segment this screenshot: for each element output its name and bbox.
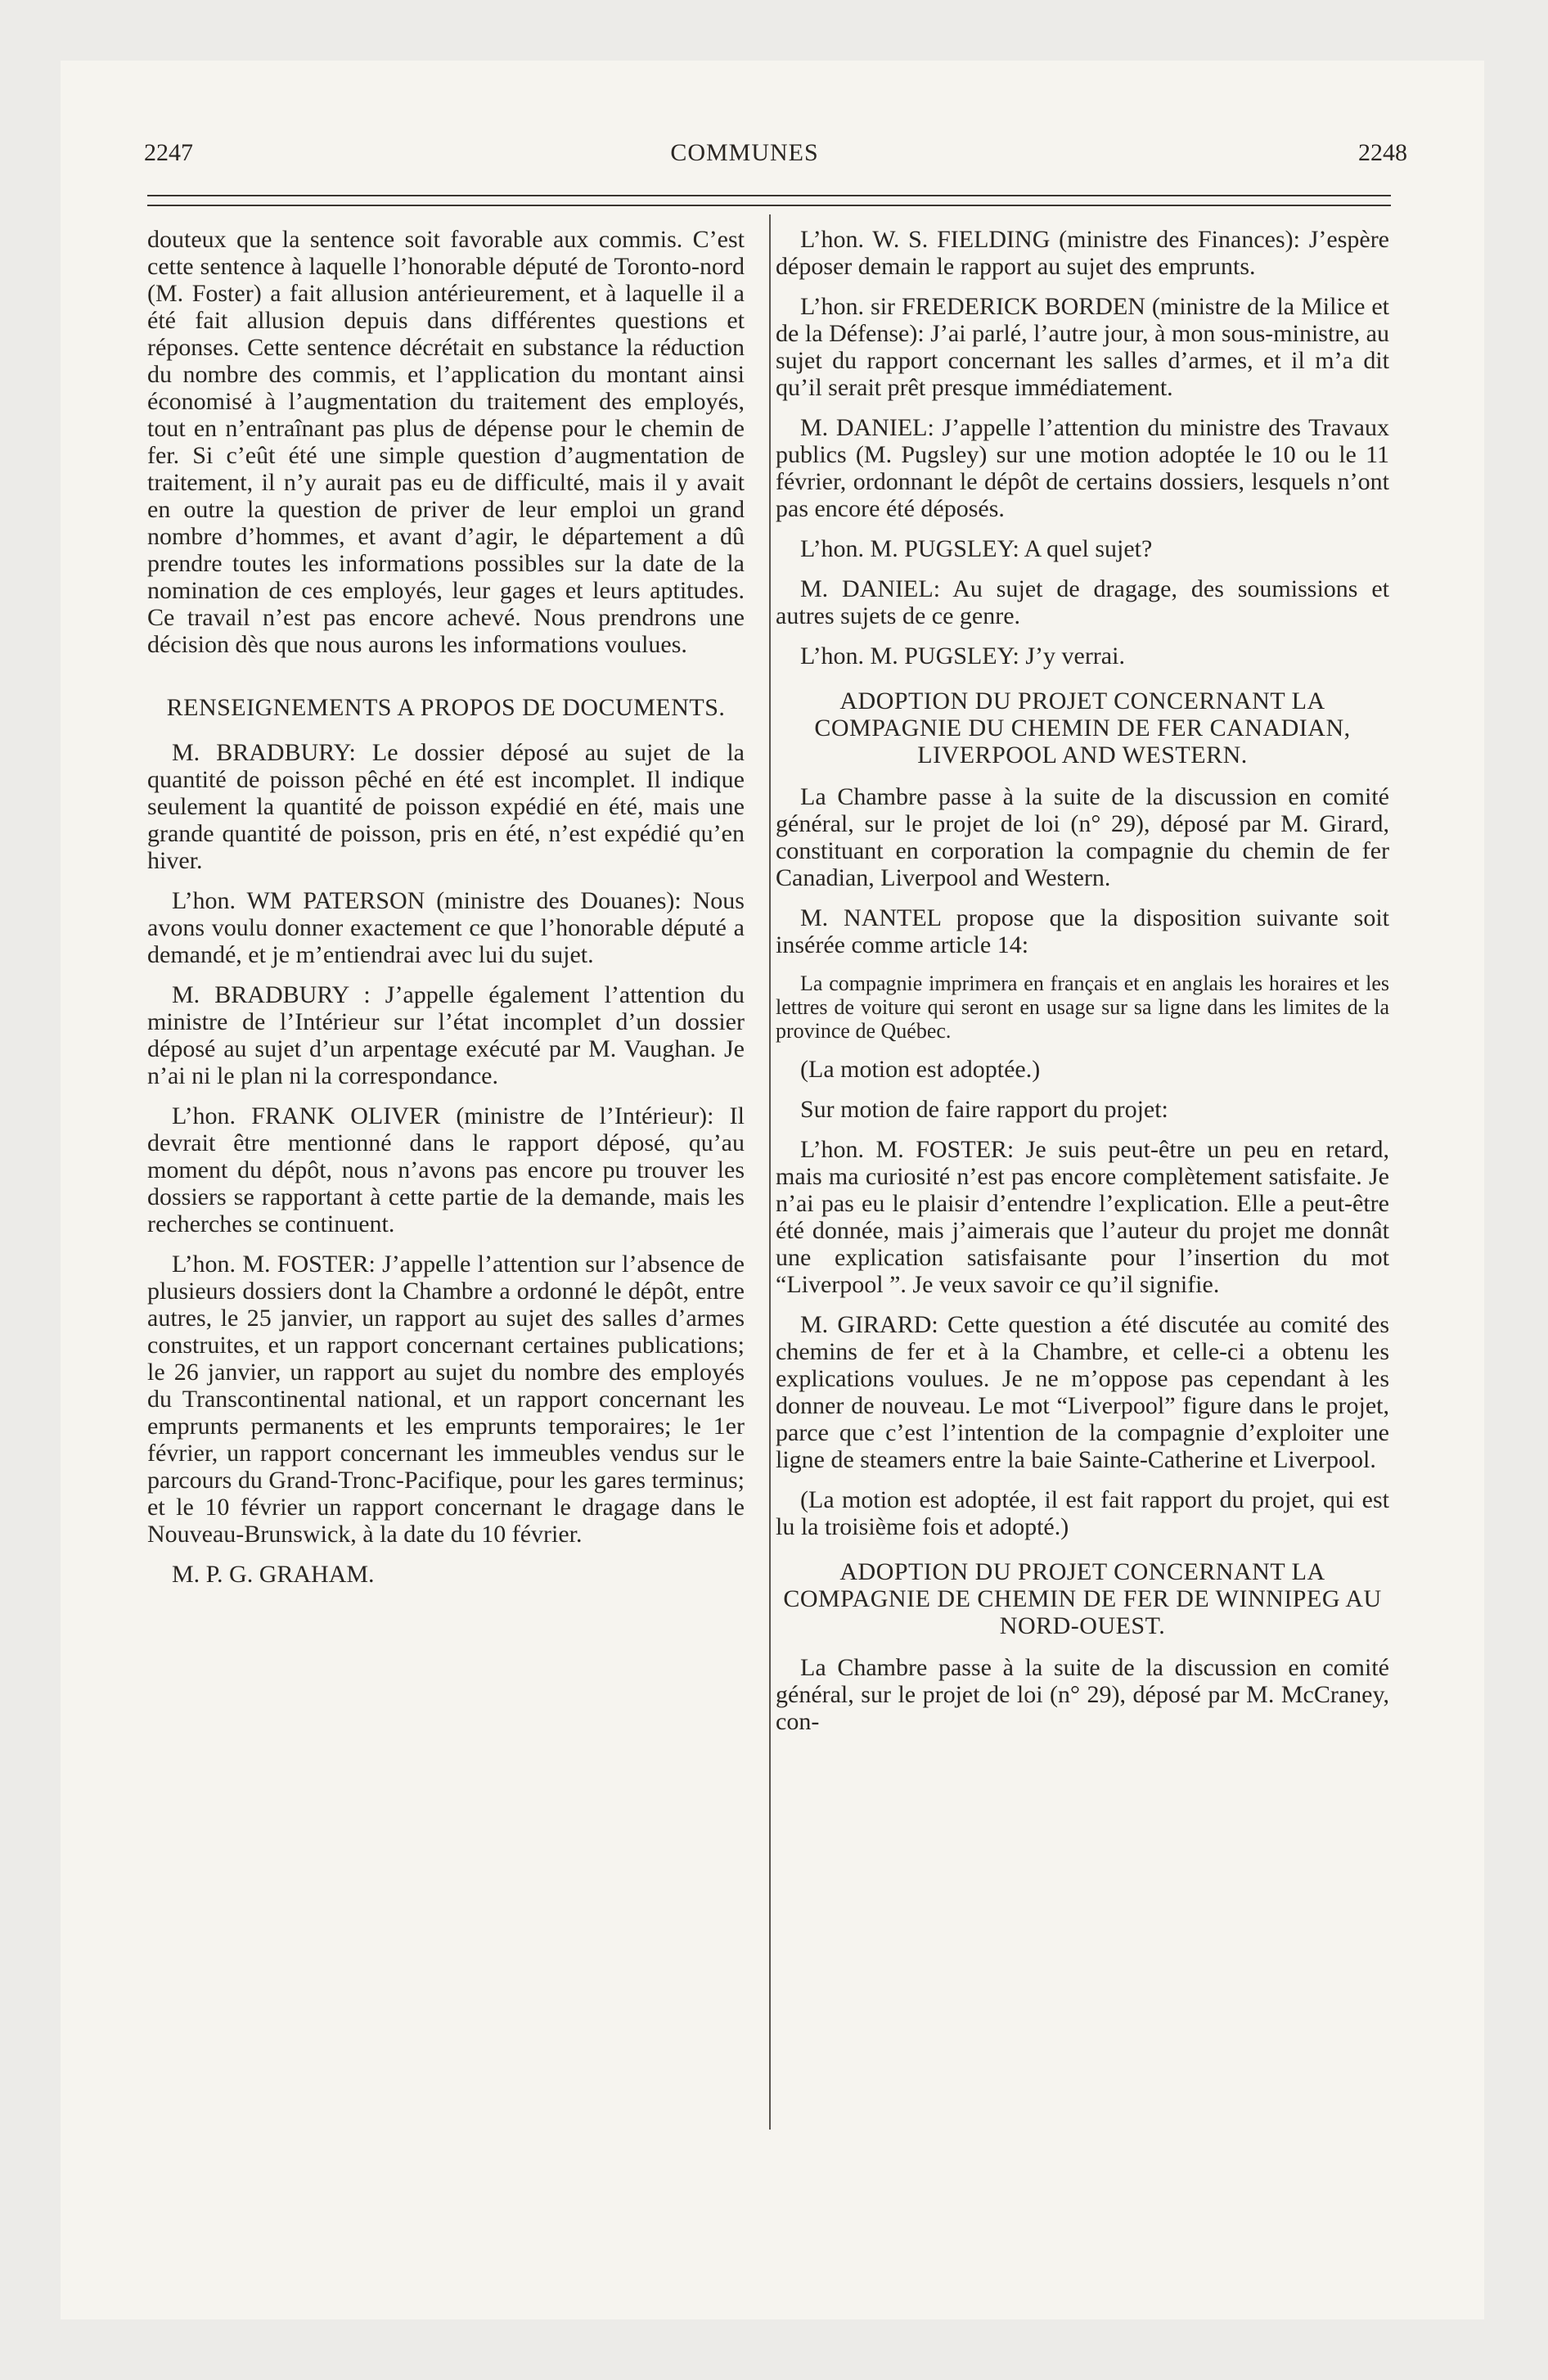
section-heading: ADOPTION DU PROJET CONCERNANT LA COMPAGNIE DU CHEMIN DE FER CANADIAN, LIVERPOOL AND WESTERN. [814, 687, 1351, 769]
paragraph: L’hon. M. PUGSLEY: A quel sujet? [800, 535, 1153, 562]
paragraph: L’hon. sir FREDERICK BORDEN (ministre de la Milice et de la Défense): J’ai parlé, l’autre jour, à mon sous-ministre, au sujet du rapport concernant les salles d’armes, et il m’a dit qu’il serait prêt presque immédiatement. [776, 293, 1389, 401]
running-title: COMMUNES [670, 139, 819, 166]
page-number-right: 2248 [1358, 139, 1407, 166]
paragraph: (La motion est adoptée.) [800, 1056, 1041, 1083]
header-rule-bottom [147, 205, 1391, 206]
paragraph: (La motion est adoptée, il est fait rapport du projet, qui est lu la troisième fois et adopté.) [776, 1486, 1389, 1540]
page-number-left: 2247 [144, 139, 193, 166]
paragraph: La Chambre passe à la suite de la discussion en comité général, sur le projet de loi (n° 29), déposé par M. Girard, constituant en corporation la compagnie du chemin de fer Canadian, Liverpool and Western. [776, 783, 1389, 891]
paragraph: L’hon. M. FOSTER: J’appelle l’attention sur l’absence de plusieurs dossiers dont la Chambre a ordonné le dépôt, entre autres, le 25 janvier, un rapport au sujet des salles d’armes construites, et un rapport concernant certaines publications; le 26 janvier, un rapport au sujet du nombre des employés du Transcontinental national, et un rapport concernant les emprunts permanents et les emprunts temporaires; le 1er février, un rapport concernant les immeubles vendus sur le parcours du Grand-Tronc-Pacifique, pour les gares terminus; et le 10 février un rapport concernant le dragage dans le Nouveau-Brunswick, à la date du 10 février. [147, 1251, 745, 1548]
column-divider [769, 214, 771, 2130]
paragraph: M. NANTEL propose que la disposition suivante soit insérée comme article 14: [776, 904, 1389, 958]
header-rule-top [147, 195, 1391, 196]
paragraph: M. DANIEL: Au sujet de dragage, des soumissions et autres sujets de ce genre. [776, 575, 1389, 629]
quoted-article: La compagnie imprimera en français et en anglais les horaires et les lettres de voiture qui seront en usage sur sa ligne dans les limites de la province de Québec. [776, 971, 1389, 1043]
paragraph: L’hon. M. FOSTER: Je suis peut-être un peu en retard, mais ma curiosité n’est pas encore complètement satisfaite. Je n’ai pas eu le plaisir d’entendre l’explication. Elle a peut-être été donnée, mais j’aimerais que l’auteur du projet me donnât une explication satisfaisante pour l’insertion du mot “Liverpool ”. Je veux savoir ce qu’il signifie. [776, 1136, 1389, 1298]
paragraph: M. BRADBURY : J’appelle également l’attention du ministre de l’Intérieur sur l’état incomplet d’un dossier déposé au sujet d’un arpentage exécuté par M. Vaughan. Je n’ai ni le plan ni la correspondance. [147, 981, 745, 1089]
left-column [147, 226, 745, 1601]
paragraph: L’hon. W. S. FIELDING (ministre des Finances): J’espère déposer demain le rapport au sujet des emprunts. [776, 226, 1389, 280]
section-heading: RENSEIGNEMENTS A PROPOS DE DOCUMENTS. [166, 694, 726, 721]
paragraph: La Chambre passe à la suite de la discussion en comité général, sur le projet de loi (n° 29), déposé par M. McCraney, con- [776, 1654, 1389, 1735]
paragraph: L’hon. M. PUGSLEY: J’y verrai. [800, 642, 1125, 669]
page-header [90, 131, 1407, 180]
speaker-line: M. P. G. GRAHAM. [172, 1561, 375, 1588]
paragraph: L’hon. FRANK OLIVER (ministre de l’Intérieur): Il devrait être mentionné dans le rapport déposé, qu’au moment du dépôt, nous n’avons pas encore pu trouver les dossiers se rapportant à cette partie de la demande, mais les recherches se continuent. [147, 1102, 745, 1237]
section-heading: ADOPTION DU PROJET CONCERNANT LA COMPAGNIE DE CHEMIN DE FER DE WINNIPEG AU NORD-OUEST. [783, 1558, 1382, 1639]
paragraph: M. BRADBURY: Le dossier déposé au sujet de la quantité de poisson pêché en été est incomplet. Il indique seulement la quantité de poisson expédié en été, mais une grande quantité de poisson, pris en été, n’est expédié qu’en hiver. [147, 739, 745, 874]
right-column [776, 226, 1389, 1748]
paragraph: Sur motion de faire rapport du projet: [800, 1096, 1168, 1123]
paragraph: L’hon. WM PATERSON (ministre des Douanes): Nous avons voulu donner exactement ce que l’honorable député a demandé, et je m’entiendrai avec lui du sujet. [147, 887, 745, 968]
paragraph: douteux que la sentence soit favorable aux commis. C’est cette sentence à laquelle l’honorable député de Toronto-nord (M. Foster) a fait allusion antérieurement, et à laquelle il a été fait allusion depuis dans différentes questions et réponses. Cette sentence décrétait en substance la réduction du nombre des commis, et l’application du montant ainsi économisé à l’augmentation du traitement des employés, tout en n’entraînant pas plus de dépense pour le chemin de fer. Si c’eût été une simple question d’augmentation de traitement, il n’y aurait pas eu de difficulté, mais il y avait en outre la question de priver de leur emploi un grand nombre d’hommes, et avant d’agir, le département a dû prendre toutes les informations possibles sur la date de la nomination de ces employés, leur gages et leurs aptitudes. Ce travail n’est pas encore achevé. Nous prendrons une décision dès que nous aurons les informations voulues. [147, 226, 745, 658]
paragraph: M. DANIEL: J’appelle l’attention du ministre des Travaux publics (M. Pugsley) sur une motion adoptée le 10 ou le 11 février, ordonnant le dépôt de certains dossiers, lesquels n’ont pas encore été déposés. [776, 414, 1389, 522]
paragraph: M. GIRARD: Cette question a été discutée au comité des chemins de fer et à la Chambre, et celle-ci a obtenu les explications voulues. Je ne m’oppose pas cependant à les donner de nouveau. Le mot “Liverpool” figure dans le projet, parce que c’est l’intention de la compagnie d’exploiter une ligne de steamers entre la baie Sainte-Catherine et Liverpool. [776, 1311, 1389, 1473]
